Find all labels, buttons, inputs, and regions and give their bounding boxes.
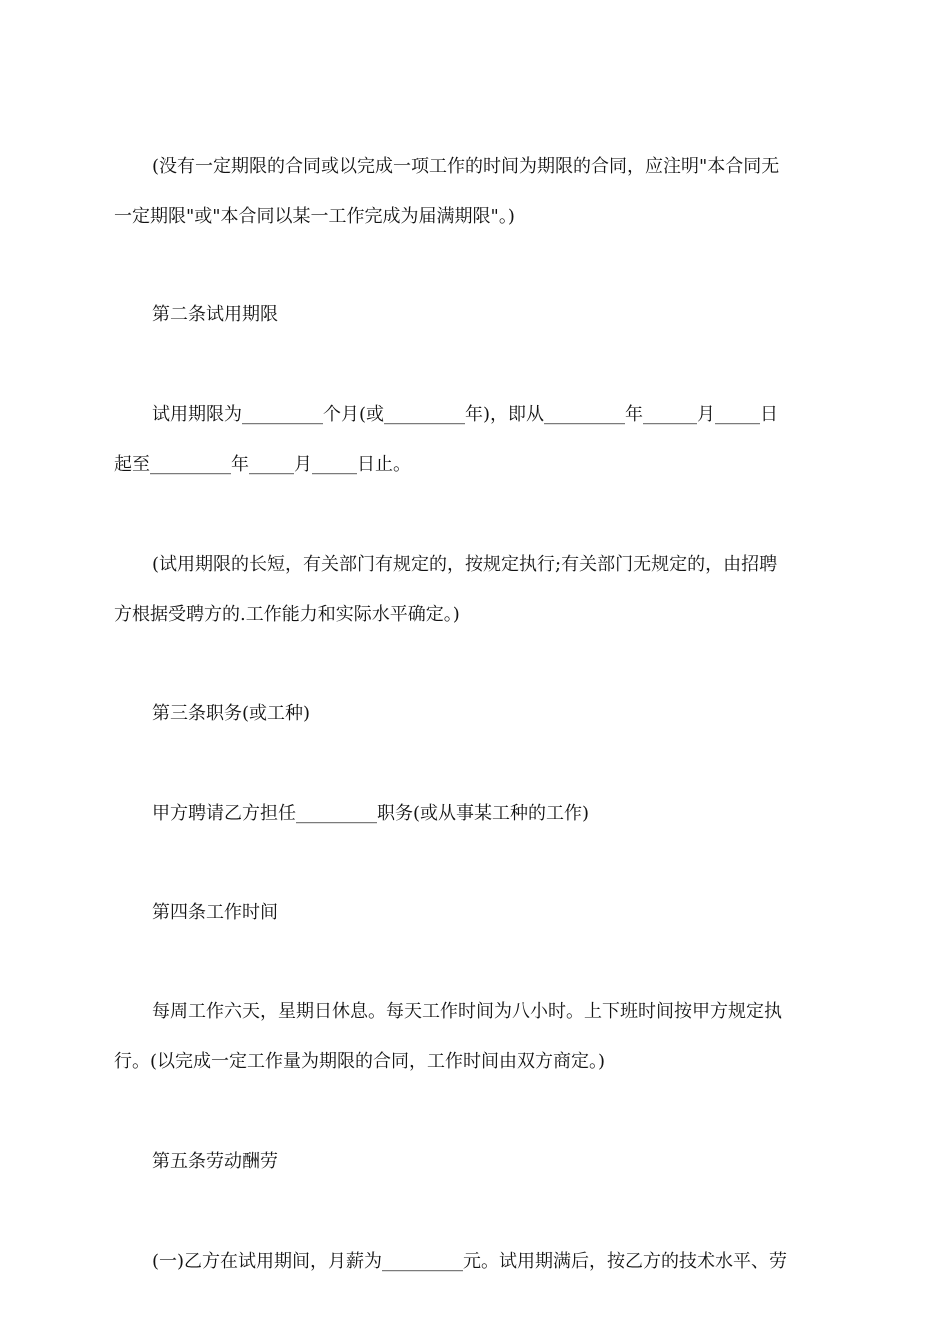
body-text: 起至_________年_____月_____日止。 [114,454,411,475]
note-text: 方根据受聘方的.工作能力和实际水平确定。) [114,604,460,625]
body-text: 行。(以完成一定工作量为期限的合同，工作时间由双方商定。) [114,1051,606,1072]
note-text: (没有一定期限的合同或以完成一项工作的时间为期限的合同，应注明"本合同无 [152,156,780,177]
article-heading: 第四条工作时间 [152,902,278,923]
note-text: 一定期限"或"本合同以某一工作完成为届满期限"。) [114,206,515,227]
body-text: 甲方聘请乙方担任_________职务(或从事某工种的工作) [152,803,590,824]
article-heading: 第三条职务(或工种) [152,703,311,724]
article-heading: 第二条试用期限 [152,304,278,325]
note-text: (试用期限的长短，有关部门有规定的，按规定执行;有关部门无规定的，由招聘 [152,554,778,575]
body-text: 试用期限为_________个月(或_________年)，即从_________年______月_____日 [152,404,779,425]
article-heading: 第五条劳动酬劳 [152,1151,278,1172]
body-text: 每周工作六天，星期日休息。每天工作时间为八小时。上下班时间按甲方规定执 [152,1001,782,1022]
body-text: (一)乙方在试用期间，月薪为_________元。试用期满后，按乙方的技术水平、劳 [152,1251,788,1272]
